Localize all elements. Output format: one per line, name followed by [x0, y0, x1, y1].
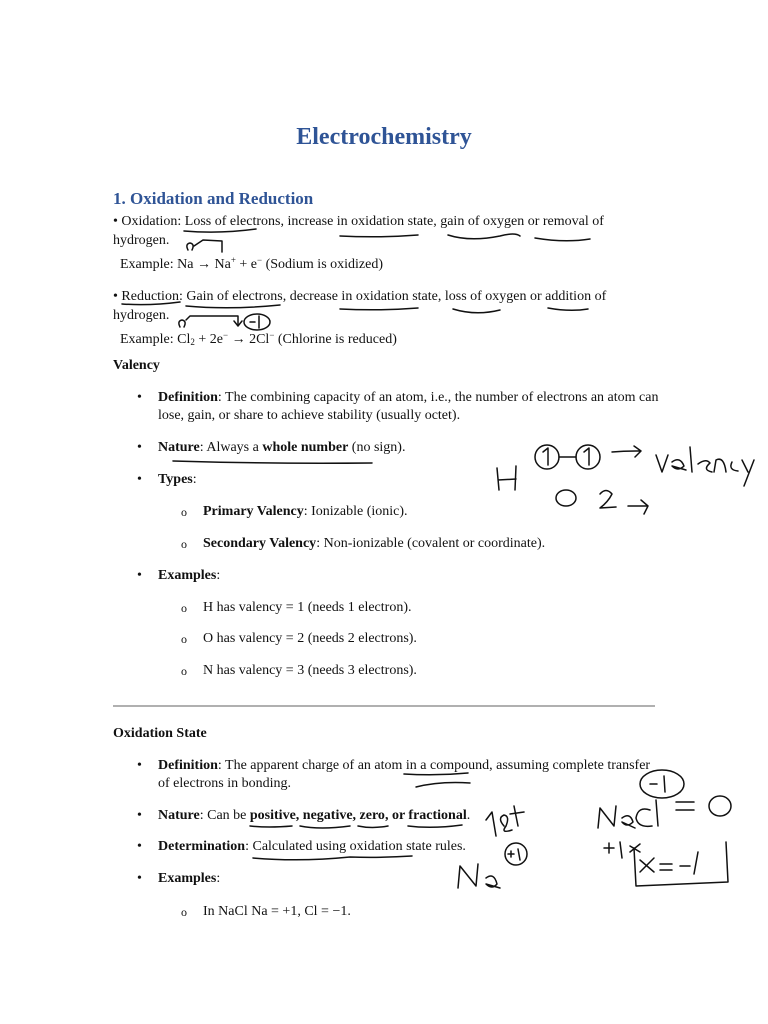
oxidation-term: Oxidation — [121, 214, 178, 229]
bullet: • — [137, 839, 142, 854]
ink-letter-x — [630, 844, 640, 852]
period: . — [466, 808, 471, 823]
oxidation-definition — [113, 213, 604, 231]
determination-term: Determination — [158, 839, 246, 854]
ink-plus-one — [604, 842, 622, 858]
examples-term: Examples — [158, 568, 217, 583]
comma: , — [295, 808, 303, 823]
ink-letter-o — [709, 796, 731, 816]
ink-digit-2 — [600, 491, 616, 509]
colon: : — [216, 871, 221, 886]
oxidation-text: Loss of electrons, increase in oxidation state, gain of oxygen or removal of — [184, 214, 604, 229]
valency-types — [158, 471, 197, 489]
nature-text: : Can be — [199, 808, 250, 823]
section-heading-oxidation-reduction: 1. Oxidation and Reduction — [113, 189, 314, 208]
nature-or: , or — [384, 808, 409, 823]
valency-example-item: N has valency = 3 (needs 3 electrons). — [203, 663, 417, 678]
definition-text: : The combining capacity of an atom, i.e., the number of electrons an atom can — [217, 390, 659, 405]
types-term: Types — [158, 472, 193, 487]
bullet: • — [113, 214, 118, 229]
secondary-text: : Non-ionizable (covalent or coordinate). — [316, 536, 546, 551]
ink-underline — [535, 238, 590, 241]
ink-circle — [505, 843, 527, 865]
superscript: − — [223, 330, 229, 340]
ink-digit-1 — [584, 448, 589, 465]
valency-definition-cont: lose, gain, or share to achieve stability (usually octet). — [158, 408, 461, 423]
bullet: • — [137, 808, 142, 823]
ink-minus-one — [650, 776, 665, 792]
bullet: • — [137, 568, 142, 583]
equation-part: + e — [235, 257, 257, 272]
colon: : — [216, 568, 221, 583]
subscript: 2 — [190, 337, 195, 347]
ink-letter-x — [640, 858, 654, 872]
ink-underline — [408, 825, 462, 827]
oxidation-definition-cont: hydrogen. — [113, 233, 170, 248]
ink-underline — [548, 308, 588, 310]
superscript: − — [269, 330, 275, 340]
primary-term: Primary Valency — [203, 504, 304, 519]
nature-negative: negative — [302, 808, 353, 823]
determination-text: : Calculated using oxidation state rules. — [245, 839, 466, 854]
nature-term: Nature — [158, 808, 200, 823]
oxidation-state-definition-cont: of electrons in bonding. — [158, 776, 291, 791]
equation-part: Na → Na — [177, 257, 231, 272]
ink-bracket — [186, 316, 238, 324]
reduction-term: Reduction — [121, 289, 179, 304]
separator: : — [178, 289, 187, 304]
ink-letter-o — [556, 490, 576, 506]
oxidation-state-heading: Oxidation State — [113, 726, 207, 741]
ink-box — [634, 842, 728, 886]
nature-positive: positive — [249, 808, 296, 823]
oxidation-state-definition — [158, 757, 650, 775]
example-label: Example: — [120, 257, 178, 272]
reduction-example — [120, 326, 397, 351]
sub-bullet: o — [181, 537, 187, 551]
oxidation-example — [120, 251, 383, 274]
definition-term: Definition — [158, 758, 218, 773]
definition-text: : The apparent charge of an atom in a compound, assuming complete transfer — [217, 758, 651, 773]
ink-circle — [576, 445, 600, 469]
valency-nature — [158, 439, 405, 457]
ink-arrow — [612, 446, 641, 457]
valency-examples — [158, 567, 220, 585]
ink-underline — [358, 826, 388, 828]
nature-term: Nature — [158, 440, 200, 455]
ink-underline — [300, 826, 350, 828]
primary-valency — [203, 503, 408, 521]
equation-part: + 2e — [194, 332, 223, 347]
sub-bullet: o — [181, 905, 187, 919]
ink-equals — [660, 864, 672, 870]
ink-equals — [676, 802, 694, 810]
equation-part: Cl — [177, 332, 191, 347]
comma: , — [352, 808, 360, 823]
valency-heading: Valency — [113, 358, 160, 373]
superscript: − — [257, 255, 263, 265]
ink-underline — [250, 826, 292, 827]
ink-word-valency — [656, 447, 754, 486]
bullet: • — [137, 758, 142, 773]
superscript: + — [230, 255, 236, 265]
ink-arrow — [628, 500, 648, 514]
ink-underline — [448, 234, 520, 239]
bullet: • — [137, 871, 142, 886]
ink-underline — [340, 308, 418, 310]
ink-circle — [535, 445, 559, 469]
ink-underline — [416, 783, 470, 788]
oxidation-state-determination — [158, 838, 466, 856]
ink-underline — [173, 461, 372, 463]
equation-part: → 2Cl — [228, 332, 270, 347]
valency-example-item: O has valency = 2 (needs 2 electrons). — [203, 631, 417, 646]
colon: : — [192, 472, 197, 487]
oxidation-state-nature — [158, 807, 470, 825]
ink-ordinal-1st — [486, 806, 524, 836]
bullet: • — [113, 289, 118, 304]
primary-text: : Ionizable (ionic). — [303, 504, 408, 519]
ink-zero-mark — [187, 243, 193, 250]
ink-underline — [453, 309, 500, 313]
valency-example-item: H has valency = 1 (needs 1 electron). — [203, 600, 412, 615]
horizontal-divider — [113, 705, 655, 707]
sub-bullet: o — [181, 601, 187, 615]
ink-plus-one — [508, 849, 520, 860]
examples-term: Examples — [158, 871, 217, 886]
ink-word-nacl — [598, 800, 658, 828]
oxidation-state-examples — [158, 870, 220, 888]
secondary-term: Secondary Valency — [203, 536, 317, 551]
definition-term: Definition — [158, 390, 218, 405]
sub-bullet: o — [181, 505, 187, 519]
bullet: • — [137, 440, 142, 455]
example-label: Example: — [120, 332, 178, 347]
nature-emphasis: whole number — [262, 440, 349, 455]
oxidation-state-example-item: In NaCl Na = +1, Cl = −1. — [203, 904, 351, 919]
reduction-definition — [113, 288, 606, 306]
ink-letter-h — [497, 466, 516, 490]
nature-fractional: fractional — [408, 808, 467, 823]
sub-bullet: o — [181, 632, 187, 646]
secondary-valency — [203, 535, 545, 553]
sub-bullet: o — [181, 664, 187, 678]
separator: : — [177, 214, 185, 229]
ink-underline — [340, 235, 418, 237]
equation-part: (Chlorine is reduced) — [274, 332, 397, 347]
page-title: Electrochemistry — [296, 124, 472, 150]
ink-word-na — [458, 864, 500, 888]
nature-zero: zero — [359, 808, 385, 823]
bullet: • — [137, 390, 142, 405]
valency-definition — [158, 389, 658, 407]
ink-underline — [253, 856, 412, 860]
reduction-text: Gain of electrons, decrease in oxidation state, loss of oxygen or addition of — [186, 289, 607, 304]
ink-minus-one — [680, 852, 698, 874]
ink-digit-1 — [543, 448, 548, 465]
nature-text: : Always a — [199, 440, 263, 455]
nature-text: (no sign). — [348, 440, 406, 455]
reduction-definition-cont: hydrogen. — [113, 308, 170, 323]
bullet: • — [137, 472, 142, 487]
equation-part: (Sodium is oxidized) — [262, 257, 384, 272]
